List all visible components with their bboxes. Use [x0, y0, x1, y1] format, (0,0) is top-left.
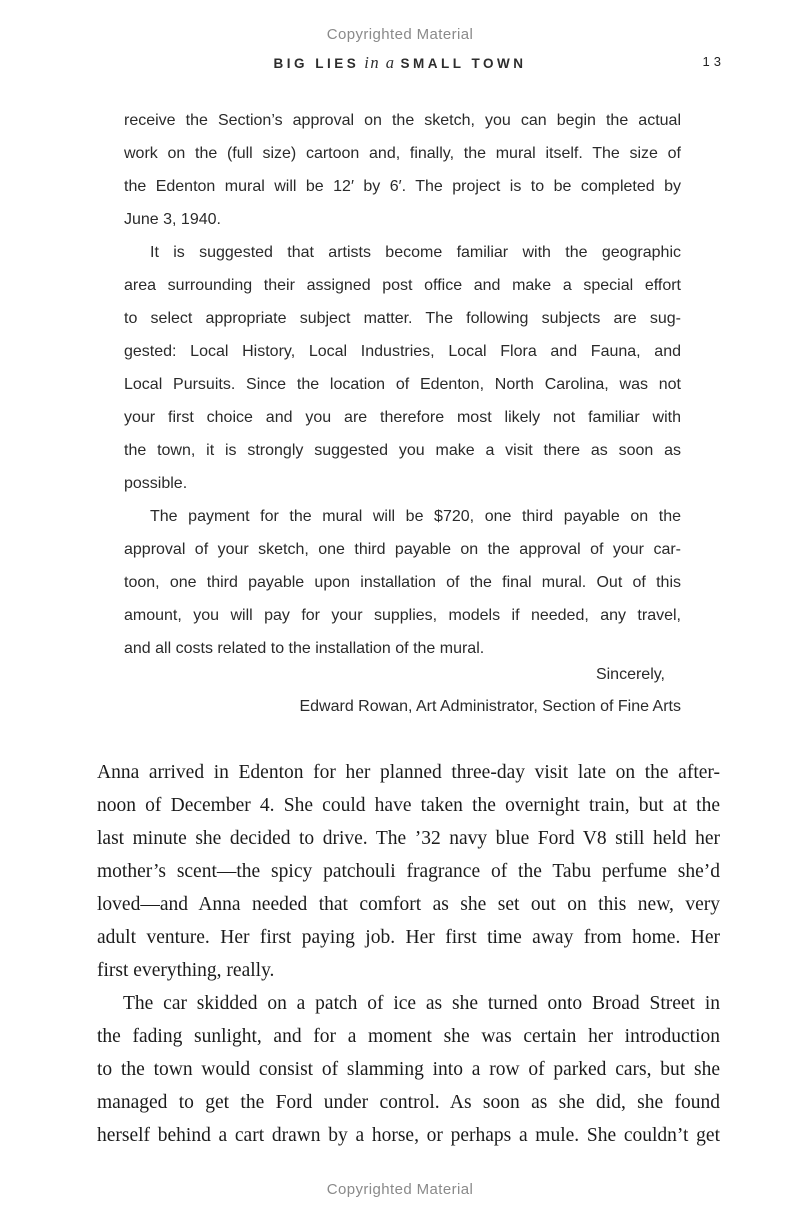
text-line: first everything, really. — [97, 960, 275, 981]
narrative-text — [97, 756, 720, 1152]
text-line: toon, one third payable upon installation of the final mural. Out of this — [124, 574, 681, 591]
text-line: The payment for the mural will be $720, one third payable on the — [150, 508, 681, 525]
letter-signature: Edward Rowan, Art Administrator, Section of Fine Arts — [299, 698, 681, 715]
text-line: to select appropriate subject matter. The following subjects are sug- — [124, 310, 681, 327]
text-line: the fading sunlight, and for a moment she was certain her introduction — [97, 1026, 720, 1047]
text-line: Local Pursuits. Since the location of Edenton, North Carolina, was not — [124, 376, 681, 393]
paragraph — [124, 500, 681, 665]
text-line: noon of December 4. She could have taken the overnight train, but at the — [97, 795, 720, 816]
text-line: adult venture. Her first paying job. Her first time away from home. Her — [97, 927, 720, 948]
text-line: loved—and Anna needed that comfort as she set out on this new, very — [97, 894, 720, 915]
text-line: herself behind a cart drawn by a horse, or perhaps a mule. She couldn’t get — [97, 1125, 720, 1146]
paragraph — [97, 987, 720, 1152]
text-line: It is suggested that artists become familiar with the geographic — [150, 244, 681, 261]
letter-closing: Sincerely, — [595, 666, 665, 683]
book-title-caps-1: BIG LIES — [273, 56, 360, 71]
paragraph — [97, 756, 720, 987]
text-line: June 3, 1940. — [124, 211, 221, 228]
text-line: mother’s scent—the spicy patchouli fragrance of the Tabu perfume she’d — [97, 861, 720, 882]
letter-excerpt — [124, 104, 681, 665]
text-line: The car skidded on a patch of ice as she turned onto Broad Street in — [123, 993, 720, 1014]
copyright-notice-top: Copyrighted Material — [326, 26, 474, 43]
page-number: 13 — [702, 54, 725, 69]
text-line: work on the (full size) cartoon and, finally, the mural itself. The size of — [124, 145, 681, 162]
book-title — [0, 53, 800, 73]
text-line: possible. — [124, 475, 188, 492]
text-line: last minute she decided to drive. The ’32 navy blue Ford V8 still held her — [97, 828, 720, 849]
paragraph — [124, 104, 681, 236]
text-line: approval of your sketch, one third payable on the approval of your car- — [124, 541, 681, 558]
text-line: area surrounding their assigned post office and make a special effort — [124, 277, 681, 294]
book-title-italic: in a — [364, 53, 396, 72]
book-title-caps-2: SMALL TOWN — [400, 56, 527, 71]
text-line: the Edenton mural will be 12′ by 6′. The project is to be completed by — [124, 178, 681, 195]
paragraph — [124, 236, 681, 500]
text-line: and all costs related to the installation of the mural. — [124, 640, 485, 657]
text-line: gested: Local History, Local Industries, Local Flora and Fauna, and — [124, 343, 681, 360]
text-line: your first choice and you are therefore most likely not familiar with — [124, 409, 681, 426]
text-line: amount, you will pay for your supplies, models if needed, any travel, — [124, 607, 681, 624]
text-line: to the town would consist of slamming into a row of parked cars, but she — [97, 1059, 720, 1080]
text-line: the town, it is strongly suggested you make a visit there as soon as — [124, 442, 681, 459]
text-line: Anna arrived in Edenton for her planned three-day visit late on the after- — [97, 762, 720, 783]
text-line: managed to get the Ford under control. As soon as she did, she found — [97, 1092, 720, 1113]
copyright-notice-bottom: Copyrighted Material — [326, 1181, 474, 1198]
running-header — [0, 53, 800, 75]
text-line: receive the Section’s approval on the sketch, you can begin the actual — [124, 112, 681, 129]
